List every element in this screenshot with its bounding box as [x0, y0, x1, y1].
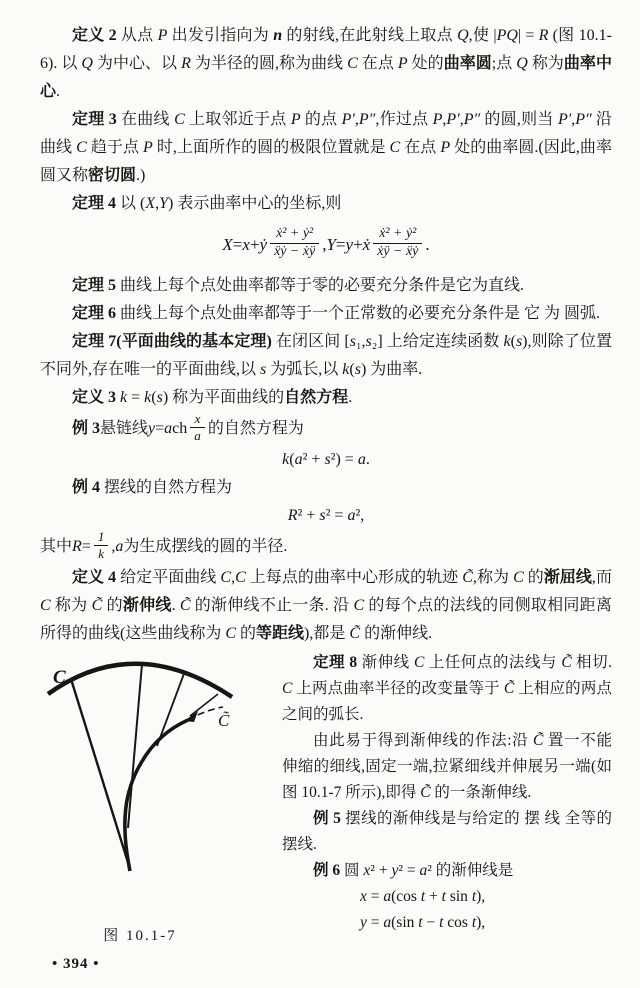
paragraph-where-radius: 其中 R = $\frac{1}{k}$ , a 为生成摆线的圆的半径. [40, 529, 288, 561]
paragraph-example-4: 例 4 摆线的自然方程为 [72, 479, 233, 496]
paragraph-involute-construction: 由此易于得到渐伸线的作法:沿 C̃ 置一不能伸缩的细线,固定一端,拉紧细线并伸展另一端(如图 10.1-7 所示),即得 C̃ 的一条渐伸线. [282, 732, 612, 801]
paragraph-definition-3: 定义 3 k = k(s) 称为平面曲线的自然方程. [72, 389, 353, 406]
paragraph-theorem-5: 定理 5 曲线上每个点处曲率都等于零的必要充分条件是它为直线. [72, 277, 525, 294]
figure-and-text-row [40, 650, 612, 950]
paragraph-theorem-3: 定理 3 在曲线 C 上取邻近于点 P 的点 P′,P″,作过点 P,P′,P″ 的圆,则当 P′,P″ 沿曲线 C 趋于点 P 时,上面所作的圆的极限位置就是 C 在点 P 处的曲率圆.(因此,曲率圆又称密切圆.) [40, 111, 612, 184]
paragraph-example-5: 例 5 摆线的渐伸线是与给定的 摆 线 全等的摆线. [282, 810, 612, 853]
normal-line-2 [128, 664, 142, 828]
equation-cycloid-natural: R² + s² = a², [287, 507, 365, 524]
curve-c-tilde-label: C̃ [218, 711, 230, 730]
right-text-column [278, 650, 612, 950]
equation-involute-y: y = a(sin t − t cos t), [360, 914, 486, 931]
normal-line-1 [71, 679, 130, 869]
arrowhead-icon [184, 711, 198, 722]
figure-caption: 图 10.1-7 [103, 928, 177, 944]
paragraph-example-6: 例 6 圆 x² + y² = a² 的渐伸线是 [313, 862, 514, 879]
figure-10-1-7 [40, 650, 278, 950]
curve-c-label: C [53, 667, 66, 688]
page-number: • 394 • [52, 956, 100, 972]
equation-curvature-center: X = x + ẏ $\frac{\text{ẋ² + ẏ²}}{\text{ẍẏ − ẋÿ}}$ , Y = y + ẋ $\frac{\text{ẋ² + ẏ²}}{\text{ẋÿ − ẍẏ}}$ . [222, 226, 430, 259]
paragraph-definition-2: 定义 2 从点 P 出发引指向为 n 的射线,在此射线上取点 Q,使 |PQ| = R (图 10.1-6). 以 Q 为中心、以 R 为半径的圆,称为曲线 C 在点 P 处的曲率圆;点 Q 称为曲率中心. [40, 27, 612, 100]
paragraph-example-3: 例 3 悬链线 y = a ch $\frac{x}{a}$ 的自然方程为 [72, 411, 304, 443]
equation-catenary-natural: k(a² + s²) = a. [282, 451, 370, 468]
paragraph-theorem-4: 定理 4 以 (X,Y) 表示曲率中心的坐标,则 [72, 195, 342, 212]
normal-line-3 [157, 671, 185, 746]
evolute-involute-diagram [40, 650, 278, 920]
paragraph-theorem-6: 定理 6 曲线上每个点处曲率都等于一个正常数的必要充分条件是 它 为 圆弧. [72, 305, 601, 322]
paragraph-definition-4: 定义 4 给定平面曲线 C,C 上每点的曲率中心形成的轨迹 C̃,称为 C 的渐屈线,而 C 称为 C̃ 的渐伸线. C̃ 的渐伸线不止一条. 沿 C 的每个点的法线的同侧取相同距离所得的曲线(这些曲线称为 C 的等距线),都是 C̃ 的渐伸线. [40, 569, 612, 642]
equation-involute-x: x = a(cos t + t sin t), [360, 888, 486, 905]
paragraph-theorem-8: 定理 8 渐伸线 C 上任何点的法线与 C̃ 相切. C 上两点曲率半径的改变量等于 C̃ 上相应的两点之间的弧长. [282, 654, 612, 723]
paragraph-theorem-7: 定理 7(平面曲线的基本定理) 在闭区间 [s₁,s₂] 上给定连续函数 k(s),则除了位置不同外,存在唯一的平面曲线,以 s 为弧长,以 k(s) 为曲率. [40, 333, 612, 378]
